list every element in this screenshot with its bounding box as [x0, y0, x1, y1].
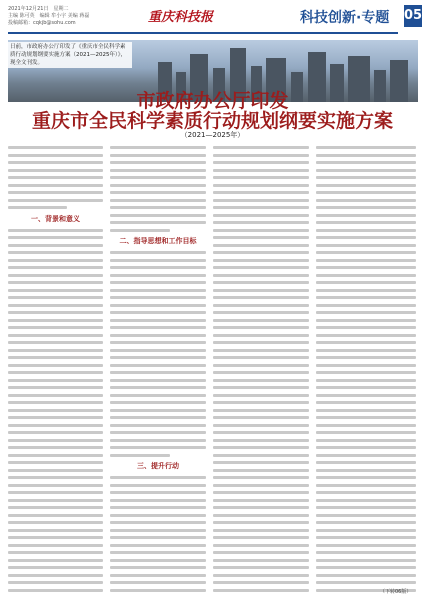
article-column-3	[213, 146, 309, 592]
article-column-2	[110, 146, 206, 592]
headline-line-1: 市政府办公厅印发	[136, 90, 289, 112]
subhead-guiding-principles: 二、指导思想和工作目标	[119, 237, 197, 245]
submission-email: 投稿邮箱：cqkjb@sohu.com	[8, 20, 76, 26]
header-rule	[8, 32, 398, 34]
headline-line-2: 重庆市全民科学素质行动规划纲要实施方案	[31, 110, 393, 132]
editor-note: 日前，市政府办公厅印发了《重庆市全民科学素质行动规划纲要实施方案（2021—2025年）》，现全文刊发。	[8, 42, 132, 68]
continued-note: （下转06版）	[380, 589, 412, 595]
page-header	[0, 0, 425, 40]
subhead-background: 一、背景和意义	[31, 214, 80, 223]
subhead-action-plan: 三、提升行动	[137, 462, 179, 470]
editor-credits: 主编 陈可英 编辑 牟小宇 美编 蒋磊	[8, 13, 90, 19]
issue-date: 2021年12月21日 星期二	[8, 6, 69, 12]
article-column-1	[8, 146, 103, 592]
page-number: 05	[404, 5, 422, 27]
section-title: 科技创新·专题	[300, 10, 390, 26]
plan-period: （2021—2025年）	[180, 131, 245, 139]
newspaper-masthead: 重庆科技报	[148, 10, 214, 25]
article-column-4	[316, 146, 416, 592]
